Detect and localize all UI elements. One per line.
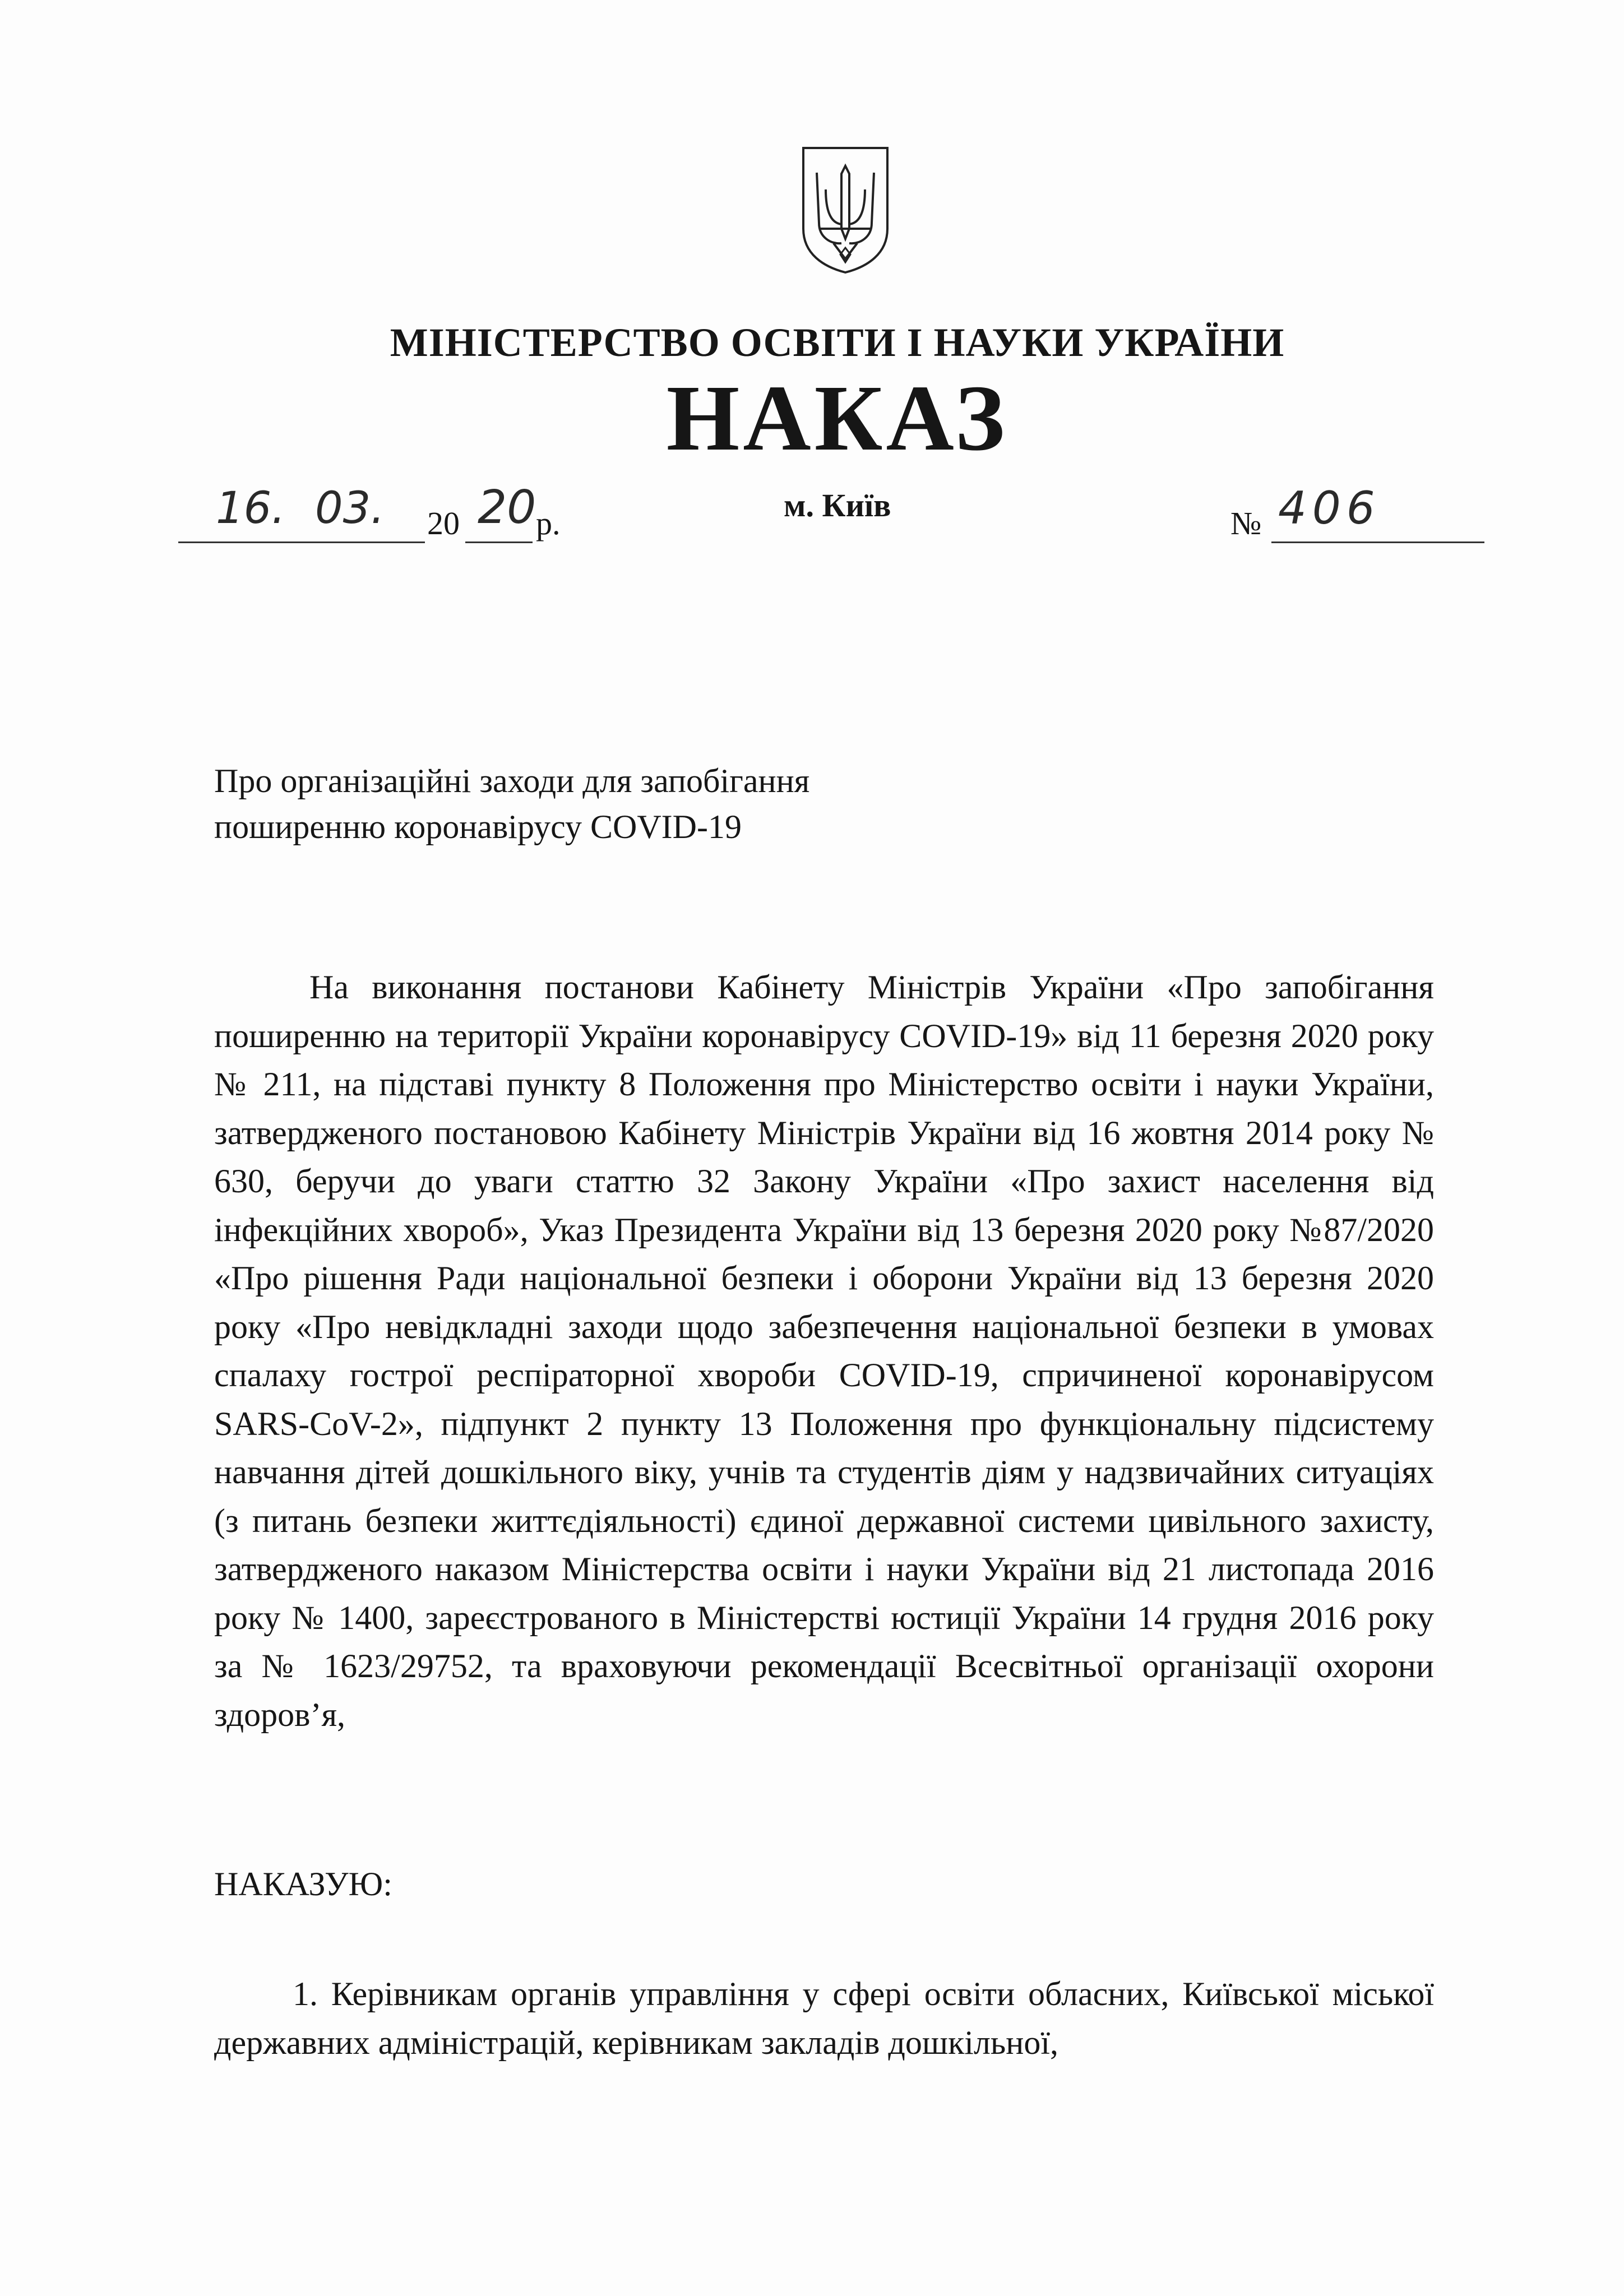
subject-line-2: поширенню коронавірусу COVID-19	[214, 808, 742, 845]
city-name: м. Київ	[784, 487, 891, 524]
document-title: НАКАЗ	[666, 366, 1008, 470]
date-year-prefix: 20	[427, 505, 460, 541]
date-underline	[178, 541, 425, 543]
trident-coat-of-arms-icon	[800, 145, 891, 275]
preamble-paragraph: На виконання постанови Кабінету Міністрів України «Про запобігання поширенню на території України коронавірусу COVID-19» від 11 березня 2020 року № 211, на підставі пункту 8 Положення про Міністерство освіти і науки України, затвердженого постановою Кабінету Міністрів України від 16 жовтня 2014 року № 630, беручи до уваги статтю 32 Закону України «Про захист населення від інфекційних хвороб», Указ Президента України від 13 березня 2020 року №87/2020 «Про рішення Ради національної безпеки і оборони України від 13 березня 2020 року «Про невідкладні заходи щодо забезпечення національної безпеки в умовах спалаху гострої респіраторної хвороби COVID-19, спричиненої коронавірусом SARS-CoV-2», підпункт 2 пункту 13 Положення про функціональну підсистему навчання дітей дошкільного віку, учнів та студентів діям у надзвичайних ситуаціях (з питань безпеки життєдіяльності) єдиної державної системи цивільного захисту, затвердженого наказом Міністерства освіти і науки України від 21 листопада 2016 року № 1400, зареєстрованого в Міністерстві юстиції України 14 грудня 2016 року за № 1623/29752, та враховуючи рекомендації Всесвітньої організації охорони здоров’я,	[214, 969, 1434, 1733]
number-sign: №	[1230, 505, 1262, 541]
subject-line-1: Про організаційні заходи для запобігання	[214, 762, 810, 799]
order-number: 406	[1278, 482, 1381, 534]
ministry-name: МІНІСТЕРСТВО ОСВІТИ І НАУКИ УКРАЇНИ	[390, 320, 1285, 365]
order-item-1: 1. Керівникам органів управління у сфері освіти обласних, Київської міської державних адміністрацій, керівникам закладів дошкільної,	[214, 1975, 1434, 2061]
number-underline	[1271, 541, 1484, 543]
order-heading: НАКАЗУЮ:	[214, 1866, 392, 1902]
year-underline	[465, 541, 533, 543]
date-year-mark: р.	[536, 505, 561, 541]
date-day: 16.	[216, 483, 286, 534]
date-month: 03.	[315, 483, 385, 534]
document-subject	[214, 758, 809, 850]
date-year-suffix: 20	[478, 481, 536, 534]
